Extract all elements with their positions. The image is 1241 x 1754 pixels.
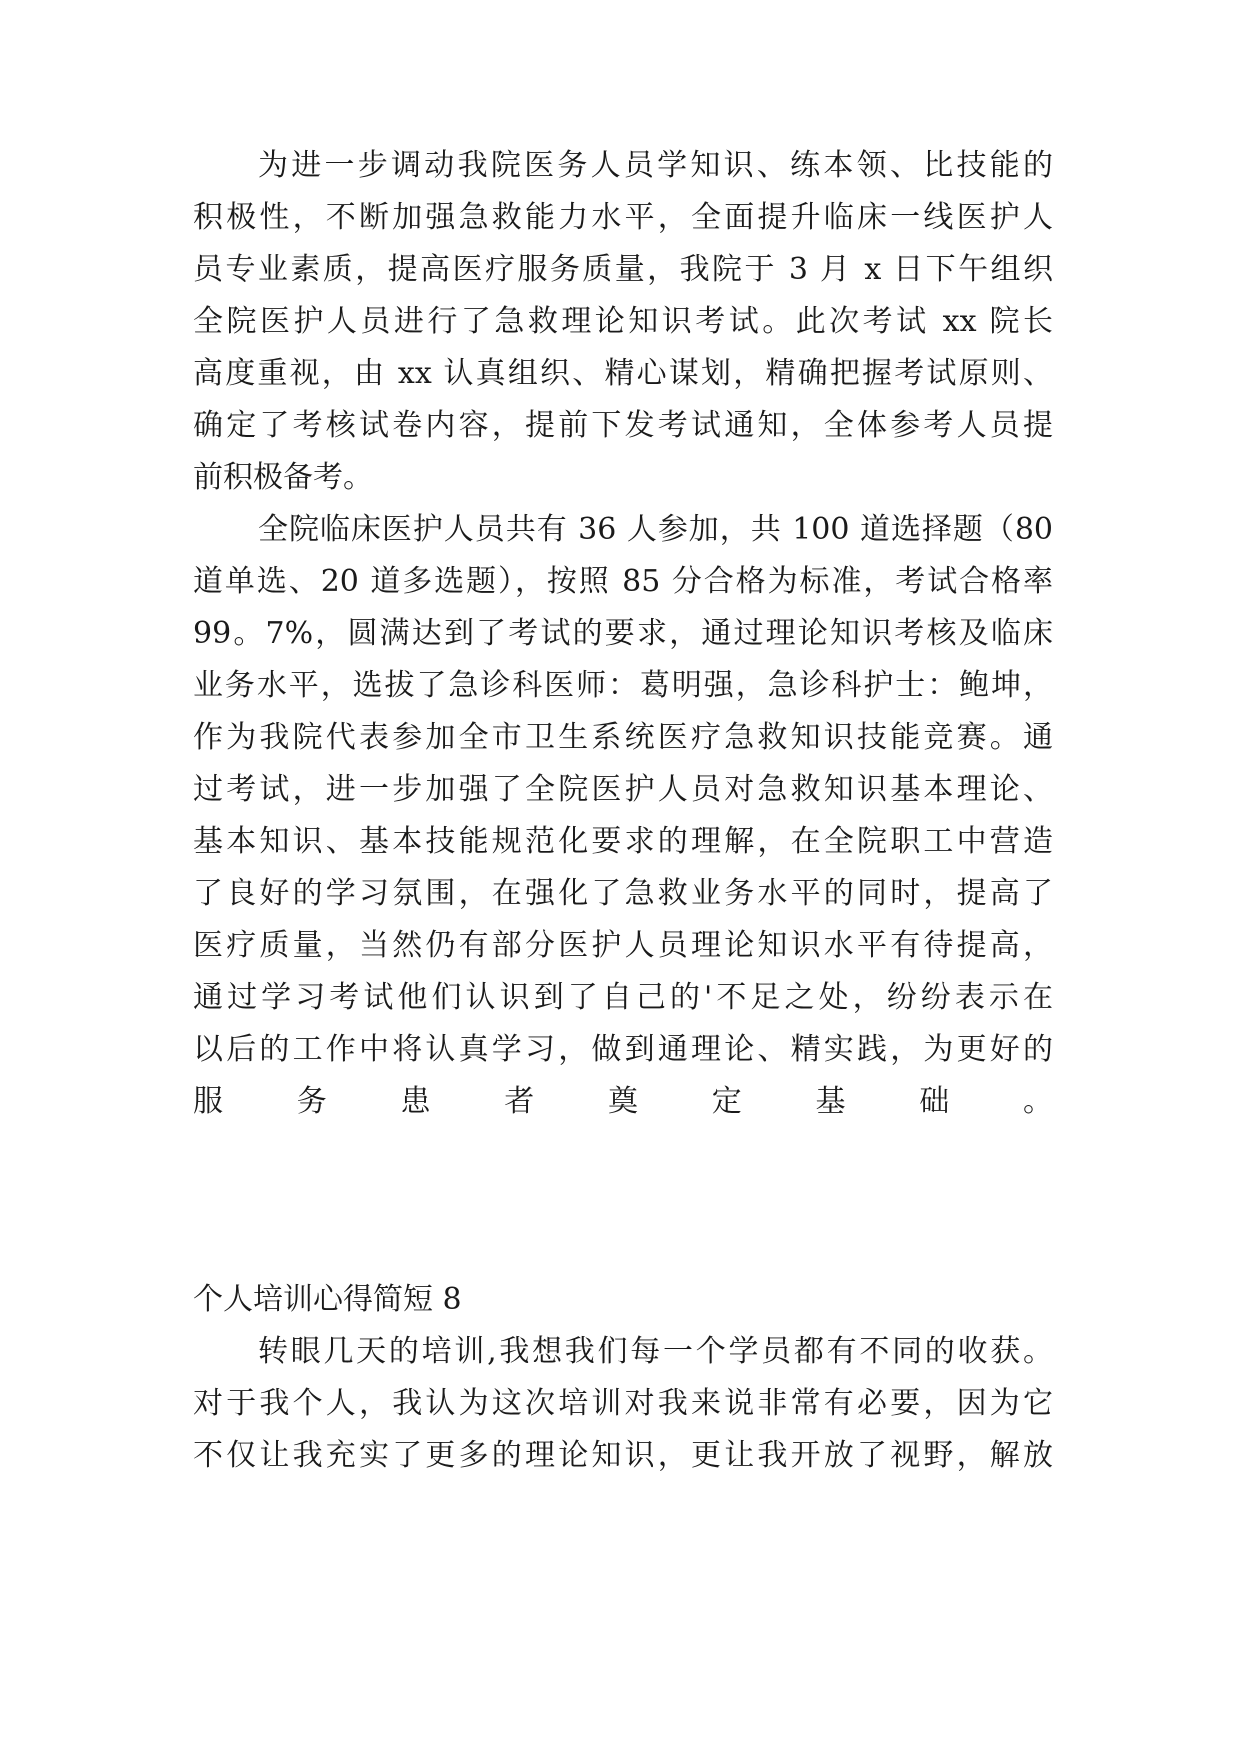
paragraph-1-line-5: 高度重视，由 xx 认真组织、精心谋划，精确把握考试原则、 (193, 356, 1053, 391)
paragraph-2-line-9: 医疗质量，当然仍有部分医护人员理论知识水平有待提高， (193, 928, 1053, 963)
paragraph-1-line-1: 为进一步调动我院医务人员学知识、练本领、比技能的 (258, 148, 1053, 183)
paragraph-1-line-3: 员专业素质，提高医疗服务质量，我院于 3 月 x 日下午组织 (193, 252, 1053, 287)
section-paragraph-line-2: 对于我个人，我认为这次培训对我来说非常有必要，因为它 (193, 1386, 1053, 1421)
paragraph-2-line-11: 以后的工作中将认真学习，做到通理论、精实践，为更好的 (193, 1032, 1053, 1067)
paragraph-1-line-6: 确定了考核试卷内容，提前下发考试通知，全体参考人员提 (193, 408, 1053, 443)
paragraph-2-line-4: 业务水平，选拔了急诊科医师：葛明强，急诊科护士：鲍坤， (193, 668, 1053, 703)
section-paragraph-line-3: 不仅让我充实了更多的理论知识，更让我开放了视野，解放 (193, 1438, 1053, 1473)
paragraph-1-line-7: 前积极备考。 (193, 460, 373, 495)
paragraph-2-line-3: 99。7%，圆满达到了考试的要求，通过理论知识考核及临床 (193, 616, 1053, 651)
paragraph-2-line-5: 作为我院代表参加全市卫生系统医疗急救知识技能竞赛。通 (193, 720, 1053, 755)
section-paragraph-line-1: 转眼几天的培训,我想我们每一个学员都有不同的收获。 (258, 1334, 1053, 1369)
paragraph-2-line-1: 全院临床医护人员共有 36 人参加，共 100 道选择题（80 (258, 512, 1053, 547)
paragraph-2-line-6: 过考试，进一步加强了全院医护人员对急救知识基本理论、 (193, 772, 1053, 807)
paragraph-2-line-7: 基本知识、基本技能规范化要求的理解，在全院职工中营造 (193, 824, 1053, 859)
paragraph-1-line-2: 积极性，不断加强急救能力水平，全面提升临床一线医护人 (193, 200, 1053, 235)
paragraph-2-line-13 (193, 1134, 1053, 1174)
paragraph-2-line-2: 道单选、20 道多选题），按照 85 分合格为标准，考试合格率 (193, 564, 1053, 599)
paragraph-2-line-10: 通过学习考试他们认识到了自己的'不足之处，纷纷表示在 (193, 980, 1053, 1015)
paragraph-2-line-8: 了良好的学习氛围，在强化了急救业务水平的同时，提高了 (193, 876, 1053, 911)
section-heading: 个人培训心得简短 8 (193, 1282, 462, 1317)
paragraph-1-line-4: 全院医护人员进行了急救理论知识考试。此次考试 xx 院长 (193, 304, 1053, 339)
paragraph-2-line-12: 服务患者奠定基础。 (193, 1084, 1053, 1119)
